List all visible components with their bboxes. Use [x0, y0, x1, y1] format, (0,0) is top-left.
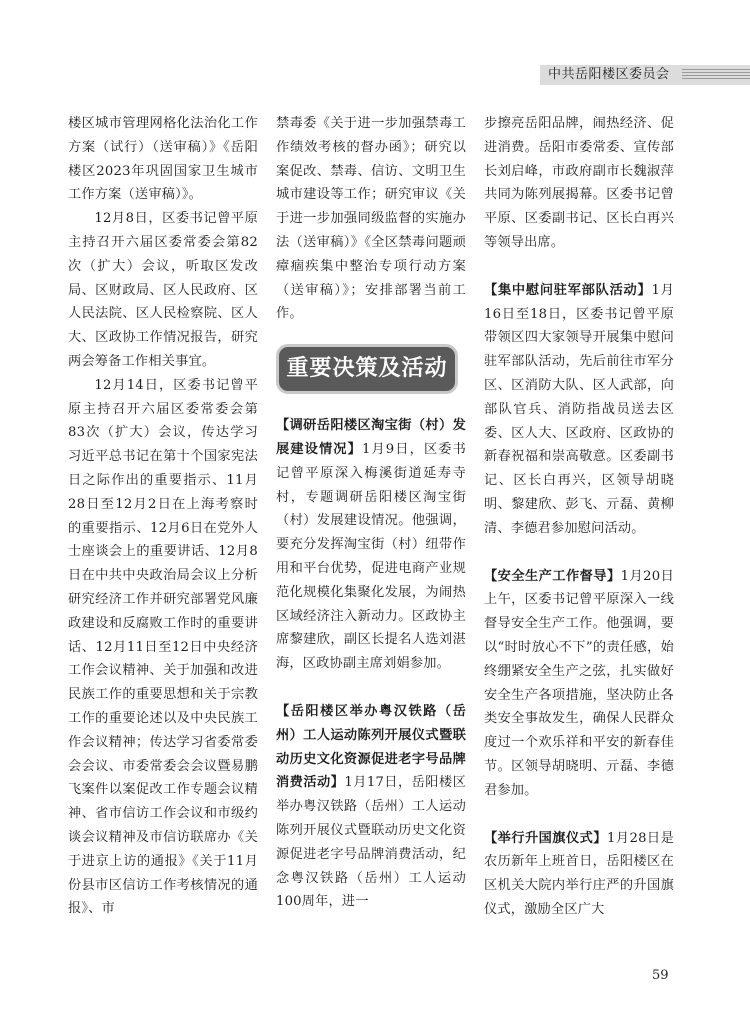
column-1 [68, 112, 258, 921]
news-item-heading: 【安全生产工作督导】 [484, 568, 621, 584]
news-item-heading: 【调研岳阳楼区淘宝街（村）发展建设情况】 [276, 418, 466, 457]
paragraph: 禁毒委《关于进一步加强禁毒工作绩效考核的督办函》；研究以案促改、禁毒、信访、文明卫生城市建设等工作；研究审议《关于进一步加强同级监督的实施办法（送审稿）》《全区禁毒问题顽瘴痼疾集中整治专项行动方案（送审稿）》；安排部署当前工作。 [276, 116, 466, 322]
news-item [276, 414, 466, 676]
column-2 [276, 112, 466, 914]
news-item-heading: 【岳阳楼区举办粤汉铁路（岳州）工人运动陈列开展仪式暨联动历史文化资源促进老字号品牌消费活动】 [276, 703, 466, 791]
news-item-body: 1月20日上午，区委书记曾平原深入一线督导安全生产工作。他强调，要以“时时放心不下”的责任感，始终绷紧安全生产之弦，扎实做好安全生产各项措施，坚决防止各类安全事故发生，确保人民群众度过一个欢乐祥和平安的新春佳节。区领导胡晓明、亓磊、李德君参加。 [484, 568, 675, 798]
section-title: 重要决策及活动 [286, 356, 448, 382]
news-item-heading: 【举行升国旗仪式】 [484, 830, 607, 846]
section-title-banner [276, 344, 458, 394]
news-item-body: 1月16日至18日，区委书记曾平原带领区四大家领导开展集中慰问驻军部队活动，先后前往市军分区、区消防大队、区人武部，向部队官兵、消防指战员送去区委、区人大、区政府、区政协的新春祝福和崇高敬意。区委副书记、区长白再兴，区领导胡晓明、黎建欣、彭飞、亓磊、黄柳清、李德君参加慰问活动。 [484, 282, 674, 536]
news-item [484, 565, 674, 803]
paragraph: 步擦亮岳阳品牌，闹热经济、促进消费。岳阳市委常委、宣传部长刘启峰，市政府副市长魏淑萍共同为陈列展揭幕。区委书记曾平原、区委副书记、区长白再兴等领导出席。 [484, 116, 674, 250]
column-3 [484, 112, 674, 922]
news-item [484, 827, 674, 922]
paragraph: 12月14日，区委书记曾平原主持召开六届区委常委会第83次（扩大）会议，传达学习习近平总书记在第十个国家宪法日之际作出的重要指示、11月28日至12月2日在上海考察时的重要指示、12月6日在党外人士座谈会上的重要讲话、12月8日在中共中央政治局会议上分析研究经济工作并研究部署党风廉政建设和反腐败工作时的重要讲话、12月11日至12日中央经济工作会议精神、关于加强和改进民族工作的重要思想和关于宗教工作的重要论述以及中央民族工作会议精神；传达学习省委常委会会议、市委常委会会议暨易鹏飞案件以案促改工作专题会议精神、省市信访工作会议和市级约谈会议精神及市信访联席办《关于进京上访的通报》《关于11月份县市区信访工作考核情况的通报》、市 [68, 377, 258, 917]
news-item [276, 700, 466, 914]
paragraph: 12月8日，区委书记曾平原主持召开六届区委常委会第82次（扩大）会议，听取区发改局、区财政局、区人民政府、区人民法院、区人民检察院、区人大、区政协工作情况报告，研究两会筹备工作相关事宜。 [68, 211, 258, 369]
page-number: 59 [652, 968, 669, 983]
header-decoration [682, 69, 750, 81]
news-item [484, 279, 674, 541]
news-item-heading: 【集中慰问驻军部队活动】 [484, 282, 652, 298]
paragraph: 楼区城市管理网格化法治化工作方案（试行）（送审稿）》《岳阳楼区2023年巩固国家卫生城市工作方案（送审稿）》。 [68, 116, 258, 203]
news-item-body: 1月9日，区委书记曾平原深入梅溪街道延寿寺村，专题调研岳阳楼区淘宝街（村）发展建设情况。他强调，要充分发挥淘宝街（村）纽带作用和平台优势，促进电商产业规范化规模化集聚化发展，为闹热区域经济注入新动力。区政协主席黎建欣，副区长提名人选刘湛海，区政协副主席刘娟参加。 [276, 441, 466, 672]
running-header-title: 中共岳阳楼区委员会 [548, 67, 670, 82]
news-item-body: 1月28日是农历新年上班首日，岳阳楼区在区机关大院内举行庄严的升国旗仪式，激励全区广大 [484, 830, 674, 917]
news-item-body: 1月17日，岳阳楼区举办粤汉铁路（岳州）工人运动陈列开展仪式暨联动历史文化资源促进老字号品牌消费活动，纪念粤汉铁路（岳州）工人运动100周年，进一 [276, 775, 467, 910]
